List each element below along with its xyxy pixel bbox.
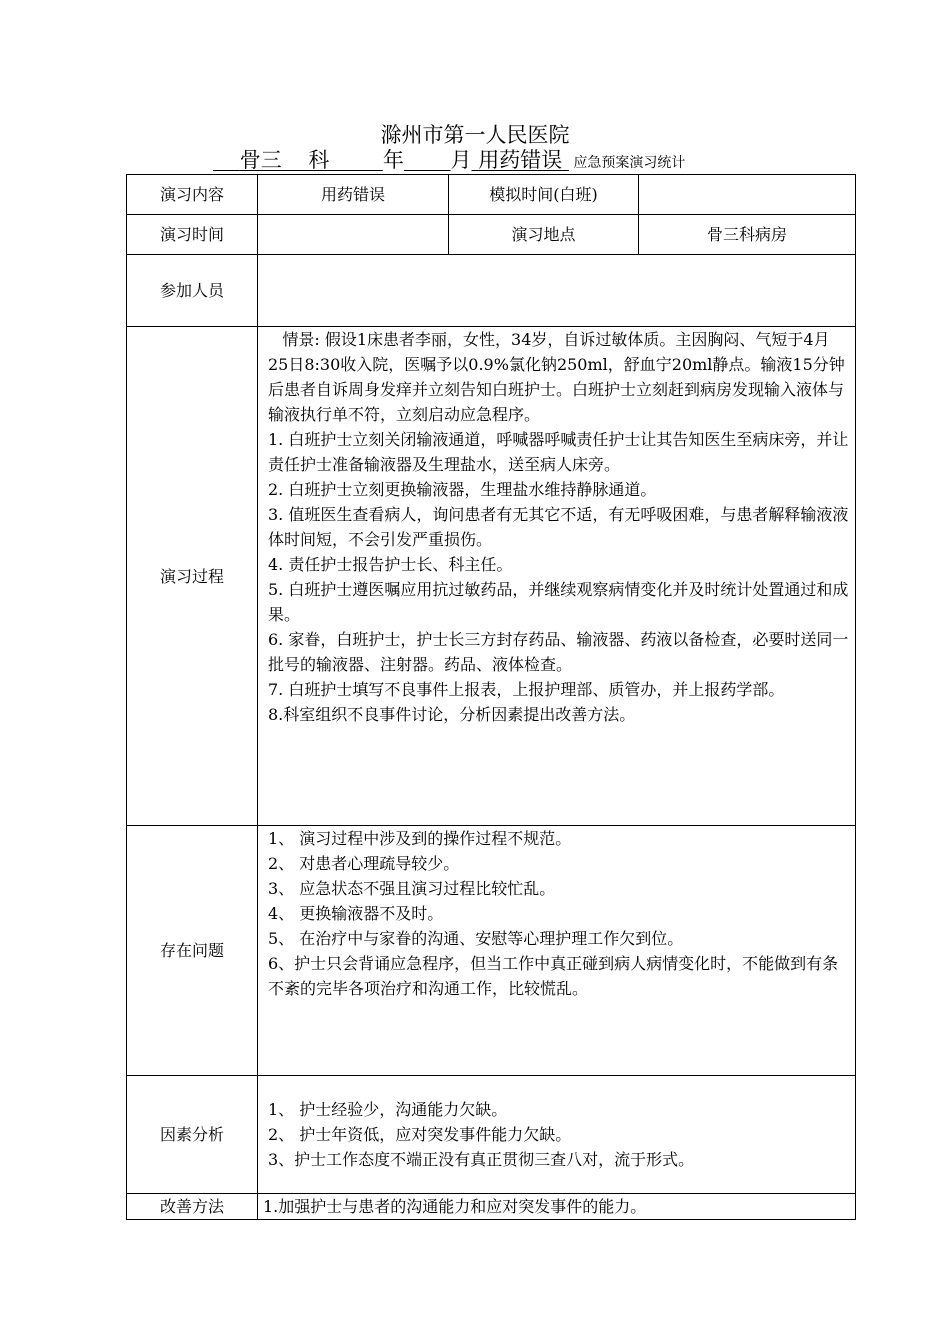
process-step: 2. 白班护士立刻更换输液器，生理盐水维持静脉通道。 [268, 480, 657, 499]
label-sim-time: 模拟时间(白班) [449, 175, 639, 215]
row-drill-time [127, 215, 856, 255]
problem-item: 4、 更换输液器不及时。 [268, 904, 444, 923]
value-participants [258, 255, 856, 327]
row-process [127, 327, 856, 826]
label-content: 演习内容 [127, 175, 258, 215]
process-paragraph: 情景: 假设1床患者李丽，女性，34岁，自诉过敏体质。主因胸闷、气短于4月25日8:30收入院，医嘱予以0.9%氯化钠250ml，舒血宁20ml静点。输液15分钟后患者自诉周身发痒并立刻告知白班护士。白班护士立刻赶到病房发现输入液体与输液执行单不符，立刻启动应急程序。 [268, 330, 845, 424]
subtitle-topic: 用药错误 [478, 148, 563, 172]
report-subtitle [213, 146, 685, 174]
subtitle-suffix: 应急预案演习统计 [573, 155, 686, 171]
process-step: 3. 值班医生查看病人，询问患者有无其它不适，有无呼吸困难，与患者解释输液液体时间短，不会引发严重损伤。 [268, 505, 849, 549]
drill-record-table [126, 174, 856, 1220]
problem-item: 1、 演习过程中涉及到的操作过程不规范。 [268, 829, 572, 848]
subtitle-dept: 骨三 科 [239, 148, 330, 172]
factors-content [258, 1076, 856, 1194]
process-step: 4. 责任护士报告护士长、科主任。 [268, 555, 513, 574]
process-step: 1. 白班护士立刻关闭输液通道，呼喊器呼喊责任护士让其告知医生至病床旁，并让责任护士准备输液器及生理盐水，送至病人床旁。 [268, 430, 849, 474]
hospital-title: 滁州市第一人民医院 [380, 123, 570, 147]
problem-item: 5、 在治疗中与家眷的沟通、安慰等心理护理工作欠到位。 [268, 929, 684, 948]
factor-item: 2、 护士年资低，应对突发事件能力欠缺。 [268, 1125, 572, 1144]
improve-content: 1.加强护士与患者的沟通能力和应对突发事件的能力。 [258, 1194, 856, 1220]
subtitle-year: 年 [382, 148, 404, 172]
label-drill-time: 演习时间 [127, 215, 258, 255]
problem-item: 2、 对患者心理疏导较少。 [268, 854, 460, 873]
problems-content [258, 826, 856, 1076]
subtitle-month: 月 [450, 148, 472, 172]
value-drill-time [258, 215, 449, 255]
value-place: 骨三科病房 [639, 215, 856, 255]
row-problems [127, 826, 856, 1076]
label-participants: 参加人员 [127, 255, 258, 327]
row-factors [127, 1076, 856, 1194]
row-content [127, 175, 856, 215]
problem-item: 3、 应急状态不强且演习过程比较忙乱。 [268, 879, 556, 898]
label-improve: 改善方法 [127, 1194, 258, 1220]
value-content: 用药错误 [258, 175, 449, 215]
process-content [258, 327, 856, 826]
label-place: 演习地点 [449, 215, 639, 255]
process-step: 5. 白班护士遵医嘱应用抗过敏药品，并继续观察病情变化并及时统计处置通过和成果。 [268, 580, 849, 624]
process-step: 6. 家眷，白班护士，护士长三方封存药品、输液器、药液以备检查，必要时送同一批号的输液器、注射器。药品、液体检查。 [268, 630, 849, 674]
row-participants [127, 255, 856, 327]
process-step: 7. 白班护士填写不良事件上报表，上报护理部、质管办，并上报药学部。 [268, 680, 785, 699]
row-improve [127, 1194, 856, 1220]
label-process: 演习过程 [127, 327, 258, 826]
factor-item: 3、护士工作态度不端正没有真正贯彻三查八对，流于形式。 [268, 1150, 695, 1169]
subtitle-month-blank [404, 148, 451, 172]
label-problems: 存在问题 [127, 826, 258, 1076]
value-sim-time [639, 175, 856, 215]
process-step: 8.科室组织不良事件讨论，分析因素提出改善方法。 [268, 705, 636, 724]
label-factors: 因素分析 [127, 1076, 258, 1194]
factor-item: 1、 护士经验少，沟通能力欠缺。 [268, 1100, 508, 1119]
problem-item: 6、护士只会背诵应急程序，但当工作中真正碰到病人病情变化时，不能做到有条不紊的完毕各项治疗和沟通工作，比较慌乱。 [268, 954, 839, 998]
